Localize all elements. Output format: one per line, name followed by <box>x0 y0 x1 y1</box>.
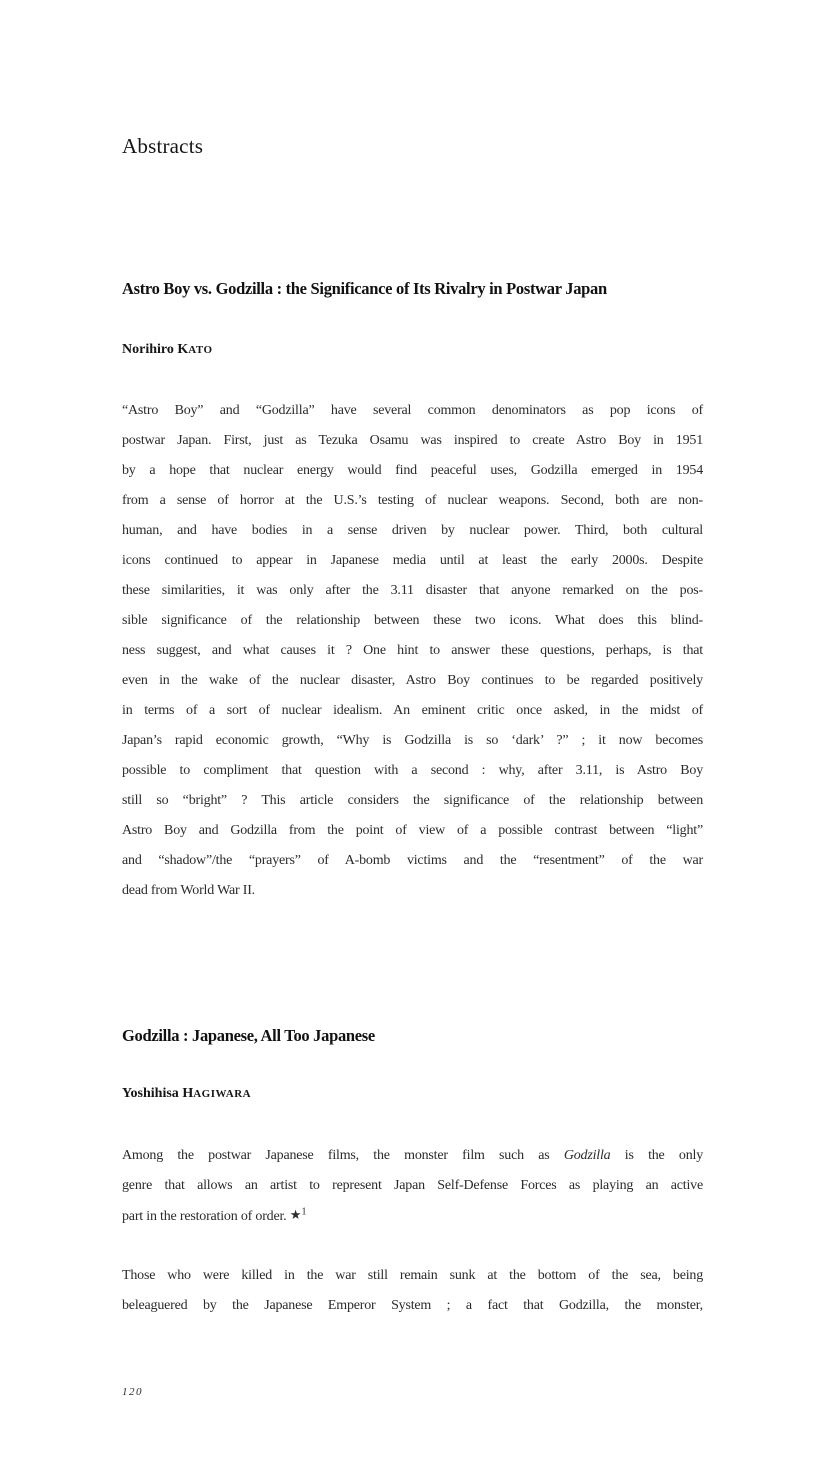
footnote-number: 1 <box>301 1206 307 1218</box>
abstract-paragraph-2 <box>122 1141 703 1232</box>
text-segment: Among the postwar Japanese films, the monster film such as <box>122 1148 564 1163</box>
text-line: Those who were killed in the war still remain sunk at the bottom of the sea, being <box>122 1268 703 1283</box>
italic-film-title: Godzilla <box>563 1148 611 1163</box>
text-line: icons continued to appear in Japanese media until at least the early 2000s. Despite <box>122 553 703 568</box>
author-family-smallcaps: ATO <box>188 344 213 356</box>
abstract-paragraph-3 <box>122 1261 703 1321</box>
author-family-initial: K <box>177 342 189 357</box>
text-line <box>122 1141 703 1171</box>
text-line: still so “bright” ? This article considers the significance of the relationship between <box>122 793 703 808</box>
author-name-1 <box>122 342 703 358</box>
text-line: postwar Japan. First, just as Tezuka Osamu was inspired to create Astro Boy in 1951 <box>122 433 703 448</box>
text-line: in terms of a sort of nuclear idealism. An eminent critic once asked, in the midst of <box>122 703 703 718</box>
author-name-2 <box>122 1086 703 1102</box>
text-line: from a sense of horror at the U.S.’s testing of nuclear weapons. Second, both are non- <box>122 493 703 508</box>
text-line: “Astro Boy” and “Godzilla” have several common denominators as pop icons of <box>122 403 703 418</box>
page-number: 120 <box>122 1386 143 1398</box>
page-heading: Abstracts <box>122 134 204 158</box>
abstract-paragraph-1 <box>122 396 703 906</box>
footnote-star-icon: ★ <box>289 1207 302 1222</box>
text-line: Astro Boy and Godzilla from the point of view of a possible contrast between “light” <box>122 823 703 838</box>
text-line: dead from World War II. <box>122 883 255 898</box>
author-given-name: Norihiro <box>122 342 178 357</box>
text-line: and “shadow”/the “prayers” of A-bomb victims and the “resentment” of the war <box>122 853 703 868</box>
text-line: these similarities, it was only after the 3.11 disaster that anyone remarked on the pos- <box>122 583 703 598</box>
text-line: genre that allows an artist to represent Japan Self-Defense Forces as playing an active <box>122 1178 703 1193</box>
article-title-2: Godzilla : Japanese, All Too Japanese <box>122 1026 375 1045</box>
author-family-smallcaps: AGIWARA <box>193 1088 252 1100</box>
text-line: even in the wake of the nuclear disaster, Astro Boy continues to be regarded positively <box>122 673 703 688</box>
text-segment: part in the restoration of order. <box>122 1209 287 1224</box>
text-line: human, and have bodies in a sense driven by nuclear power. Third, both cultural <box>122 523 703 538</box>
article-title-1: Astro Boy vs. Godzilla : the Significance of Its Rivalry in Postwar Japan <box>122 279 607 298</box>
text-segment: is the only <box>610 1148 703 1163</box>
text-line: Japan’s rapid economic growth, “Why is Godzilla is so ‘dark’ ?” ; it now becomes <box>122 733 703 748</box>
text-line: sible significance of the relationship between these two icons. What does this blind- <box>122 613 703 628</box>
text-line: by a hope that nuclear energy would find peaceful uses, Godzilla emerged in 1954 <box>122 463 703 478</box>
author-family-initial: H <box>182 1086 194 1101</box>
text-line: beleaguered by the Japanese Emperor System ; a fact that Godzilla, the monster, <box>122 1298 703 1313</box>
text-line <box>122 1201 703 1232</box>
author-given-name: Yoshihisa <box>122 1086 183 1101</box>
text-line: ness suggest, and what causes it ? One hint to answer these questions, perhaps, is that <box>122 643 703 658</box>
text-line: possible to compliment that question with a second : why, after 3.11, is Astro Boy <box>122 763 703 778</box>
